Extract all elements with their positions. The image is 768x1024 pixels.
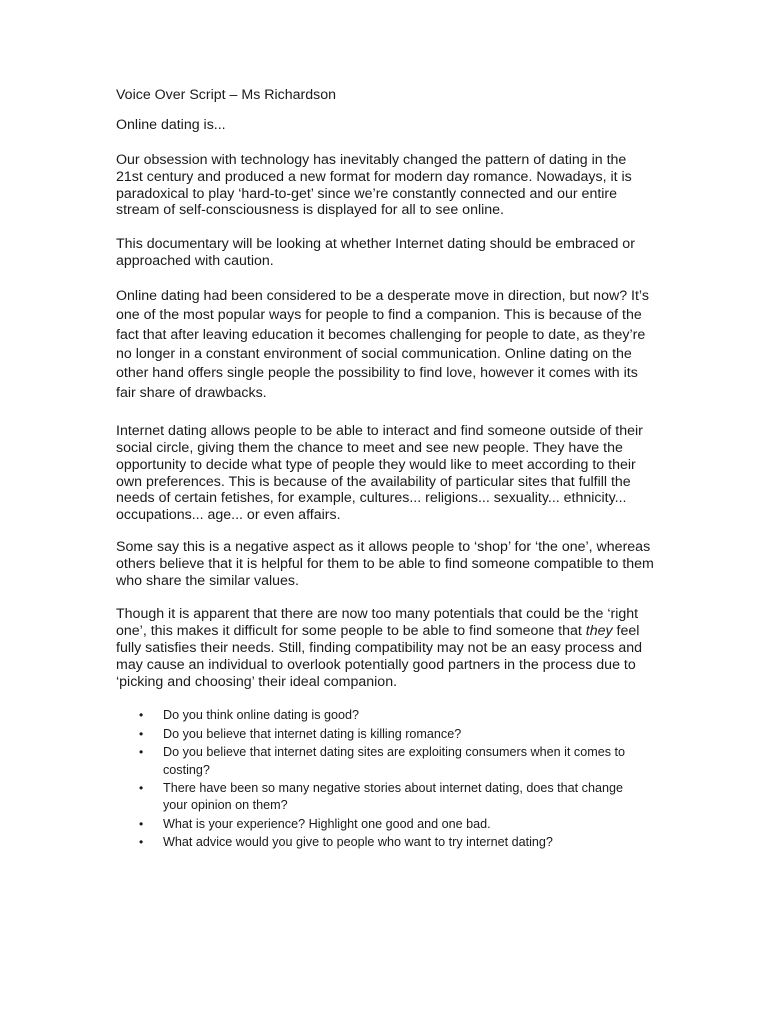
document-title: Voice Over Script – Ms Richardson xyxy=(116,87,336,103)
interview-questions-list xyxy=(116,707,656,851)
bullet-icon: • xyxy=(139,708,144,723)
document-page xyxy=(116,87,656,853)
question-text: Do you believe that internet dating is killing romance? xyxy=(163,726,462,741)
lead-line: Online dating is... xyxy=(116,117,226,133)
paragraph-intro: Our obsession with technology has inevitably changed the pattern of dating in the 21st century and produced a new format for modern day romance. Nowadays, it is paradoxical to play ‘hard-to-get’ since we’re constantly connected and our entire stream of self-consciousness is displayed for all to see online. xyxy=(116,152,632,219)
paragraph-online-dating-popularity: Online dating had been considered to be a desperate move in direction, but now? It’s one of the most popular ways for people to find a companion. This is because of the fact that after leaving education it becomes challenging for people to date, as they’re no longer in a constant environment of social communication. Online dating on the other hand offers single people the possibility to find love, however it comes with its fair share of drawbacks. xyxy=(116,287,649,401)
bullet-icon: • xyxy=(139,745,144,760)
paragraph-compatibility-part-2: feel fully satisfies their needs. Still, finding compatibility may not be an easy process and may cause an individual to overlook potentially good partners in the process due to ‘picking and choosing’ their ideal companion. xyxy=(116,623,642,690)
paragraph-negative-aspect: Some say this is a negative aspect as it allows people to ‘shop’ for ‘the one’, whereas others believe that it is helpful for them to be able to find someone compatible to them who share the similar values. xyxy=(116,539,654,589)
question-text: There have been so many negative stories about internet dating, does that change your opinion on them? xyxy=(163,781,623,813)
question-text: Do you think online dating is good? xyxy=(163,708,360,723)
paragraph-compatibility-emphasis: they xyxy=(585,623,613,640)
list-item xyxy=(139,780,656,815)
paragraph-compatibility xyxy=(116,606,656,690)
question-text: What advice would you give to people who want to try internet dating? xyxy=(163,835,553,850)
paragraph-documentary-aim: This documentary will be looking at whether Internet dating should be embraced or approached with caution. xyxy=(116,236,635,269)
question-text: What is your experience? Highlight one good and one bad. xyxy=(163,816,491,831)
paragraph-compatibility-part-1: Though it is apparent that there are now too many potentials that could be the ‘right one’, this makes it difficult for some people to be able to find someone that xyxy=(116,606,639,640)
paragraph-internet-dating-benefits: Internet dating allows people to be able to interact and find someone outside of their social circle, giving them the chance to meet and see new people. They have the opportunity to decide what type of people they would like to meet according to their own preferences. This is because of the availability of particular sites that fulfill the needs of certain fetishes, for example, cultures... religions... sexuality... ethnicity... occupations... age... or even affairs. xyxy=(116,423,643,524)
list-item xyxy=(139,834,656,851)
list-item xyxy=(139,707,656,724)
bullet-icon: • xyxy=(139,781,144,795)
list-item xyxy=(139,726,656,743)
list-item xyxy=(139,816,656,833)
bullet-icon: • xyxy=(139,726,144,741)
list-item xyxy=(139,744,656,779)
bullet-icon: • xyxy=(139,835,144,850)
bullet-icon: • xyxy=(139,816,144,831)
question-text: Do you believe that internet dating sites are exploiting consumers when it comes to costing? xyxy=(163,745,626,777)
